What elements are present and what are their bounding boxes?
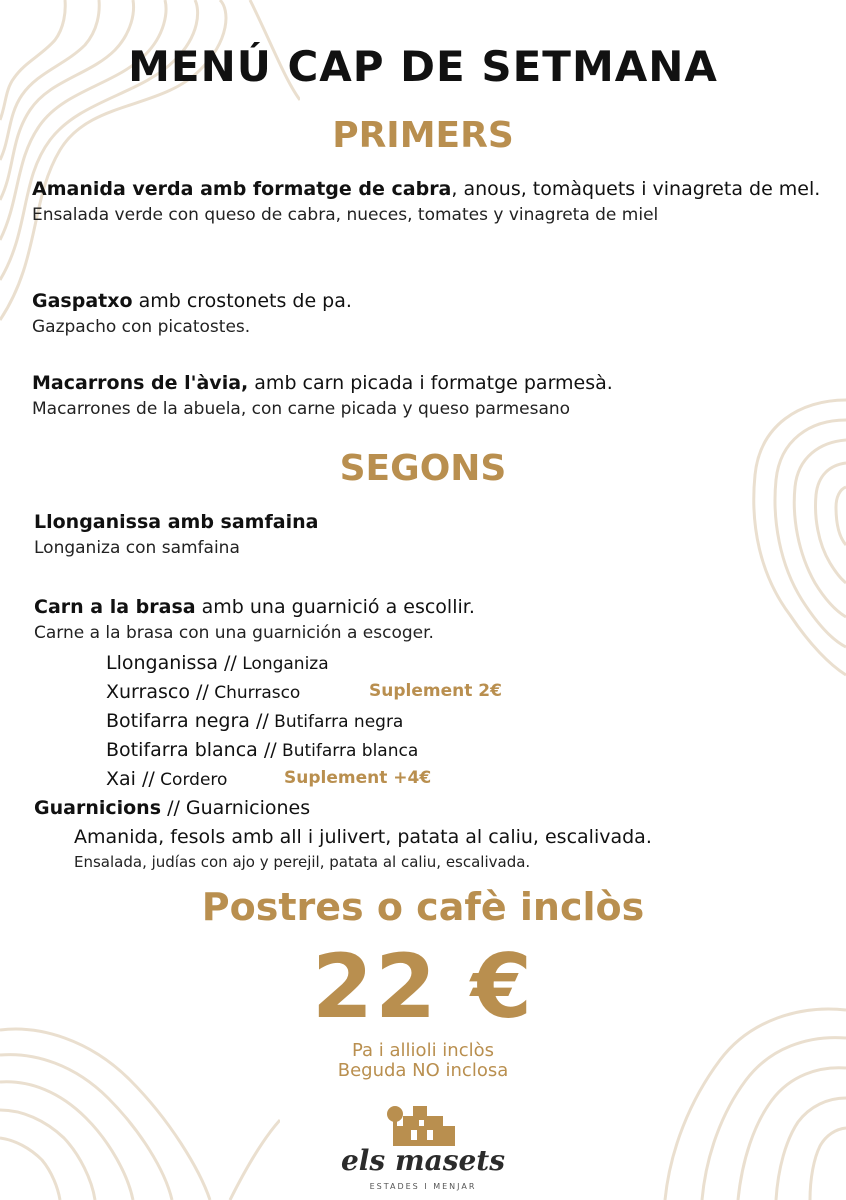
garnish-option-3 bbox=[106, 707, 403, 736]
supplement-badge-2: Suplement +4€ bbox=[284, 768, 432, 788]
primers-item-3 bbox=[32, 369, 832, 421]
dish-description-es: Longaniza con samfaina bbox=[34, 538, 240, 558]
garnish-name-es: // Guarniciones bbox=[161, 797, 311, 819]
logo-name: els masets bbox=[340, 1144, 505, 1177]
option-ca: Xurrasco // bbox=[106, 681, 209, 703]
house-icon bbox=[383, 1100, 463, 1148]
option-ca: Botifarra negra // bbox=[106, 710, 269, 732]
option-es: Butifarra blanca bbox=[276, 741, 419, 761]
dish-description-es: Gazpacho con picatostes. bbox=[32, 317, 251, 337]
brand-logo bbox=[323, 1100, 523, 1195]
supplement-badge-1: Suplement 2€ bbox=[369, 681, 502, 701]
bread-note: Pa i allioli inclòs bbox=[352, 1040, 494, 1061]
garnish-section bbox=[34, 794, 834, 822]
menu-title: MENÚ CAP DE SETMANA bbox=[128, 42, 718, 91]
segons-item-1 bbox=[34, 508, 834, 560]
option-ca: Llonganissa // bbox=[106, 652, 237, 674]
segons-item-2 bbox=[34, 593, 834, 645]
dish-description-es: Macarrones de la abuela, con carne picada y queso parmesano bbox=[32, 399, 571, 419]
section-heading-primers: PRIMERS bbox=[332, 115, 514, 156]
garnish-list bbox=[74, 823, 834, 873]
dish-name: Carn a la brasa bbox=[34, 596, 196, 618]
dish-detail: amb una guarnició a escollir. bbox=[195, 596, 475, 618]
dish-name: Gaspatxo bbox=[32, 290, 133, 312]
garnish-heading bbox=[34, 794, 834, 822]
dish-description-ca bbox=[32, 175, 832, 203]
garnish-option-2 bbox=[106, 678, 300, 707]
option-ca: Xai // bbox=[106, 768, 155, 790]
dish-detail: amb crostonets de pa. bbox=[132, 290, 352, 312]
logo-subtitle: ESTADES I MENJAR bbox=[369, 1182, 477, 1191]
garnish-option-5 bbox=[106, 765, 227, 794]
garnish-list-ca: Amanida, fesols amb all i julivert, patata al caliu, escalivada. bbox=[74, 826, 652, 848]
garnish-option-1 bbox=[106, 649, 329, 678]
dish-name: Amanida verda amb formatge de cabra bbox=[32, 178, 452, 200]
option-es: Longaniza bbox=[236, 654, 329, 674]
garnish-list-es: Ensalada, judías con ajo y perejil, patata al caliu, escalivada. bbox=[74, 853, 531, 871]
dish-name: Llonganissa amb samfaina bbox=[34, 511, 319, 533]
option-es: Butifarra negra bbox=[268, 712, 404, 732]
menu-price: 22 € bbox=[311, 935, 535, 1038]
dessert-included-heading: Postres o cafè inclòs bbox=[201, 885, 645, 929]
dish-description-ca bbox=[34, 508, 834, 536]
dish-description-ca bbox=[34, 593, 834, 621]
section-heading-segons: SEGONS bbox=[339, 448, 507, 489]
option-es: Churrasco bbox=[208, 683, 301, 703]
option-ca: Botifarra blanca // bbox=[106, 739, 277, 761]
dish-detail: , anous, tomàquets i vinagreta de mel. bbox=[451, 178, 821, 200]
primers-item-1 bbox=[32, 175, 832, 227]
option-es: Cordero bbox=[154, 770, 228, 790]
dish-description-ca bbox=[32, 369, 832, 397]
dish-description-es: Ensalada verde con queso de cabra, nueces, tomates y vinagreta de miel bbox=[32, 205, 659, 225]
drink-note: Beguda NO inclosa bbox=[337, 1060, 509, 1081]
garnish-name: Guarnicions bbox=[34, 797, 162, 819]
primers-item-2 bbox=[32, 287, 832, 339]
dish-description-es: Carne a la brasa con una guarnición a escoger. bbox=[34, 623, 434, 643]
dish-name: Macarrons de l'àvia, bbox=[32, 372, 249, 394]
dish-detail: amb carn picada i formatge parmesà. bbox=[248, 372, 613, 394]
garnish-option-4 bbox=[106, 736, 418, 765]
dish-description-ca bbox=[32, 287, 832, 315]
